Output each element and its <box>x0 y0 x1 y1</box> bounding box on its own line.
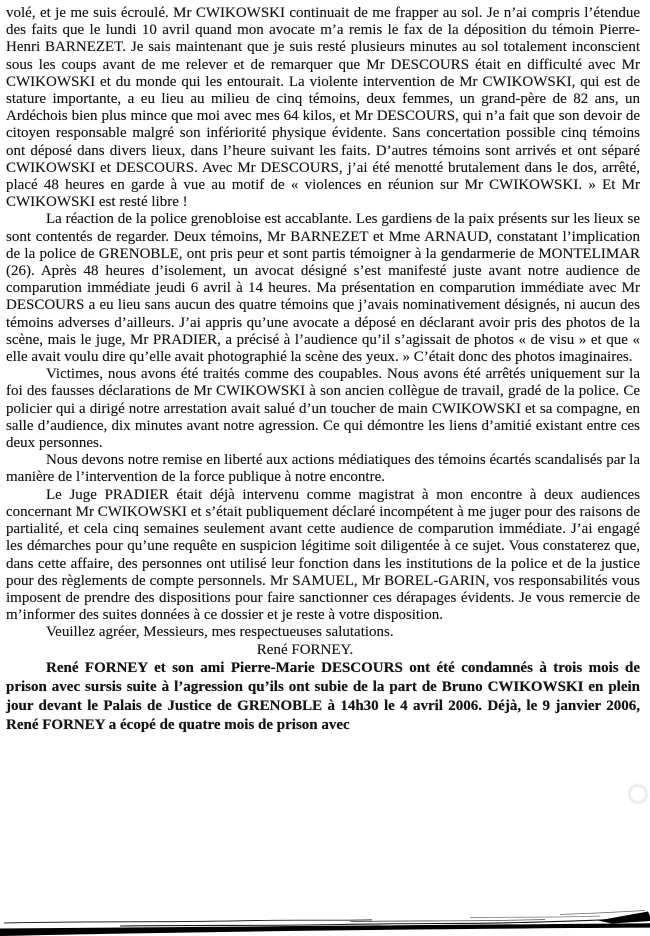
scan-edge-artifact <box>0 900 650 936</box>
letter-body <box>6 5 640 736</box>
signature-name: René FORNEY. <box>256 641 354 658</box>
letter-paragraph: La réaction de la police grenobloise est accablante. Les gardiens de la paix présents sur les lieux se sont contentés de regarder. Deux témoins, Mr BARNEZET et Mme ARNAUD, constatant l’implication de la police de GRENOBLE, ont pris peur et sont partis témoigner à la gendarmerie de MONTELIMAR (26). Après 48 heures d’isolement, un avocat désigné s’est manifesté juste avant notre audience de comparution immédiate jeudi 6 avril à 14 heures. Ma présentation en comparution immédiate avec Mr DESCOURS a eu lieu sans aucun des quatre témoins que j’avais nominativement désignés, ni aucun des témoins adverses d’ailleurs. J’ai appris qu’une avocate a déposé en déclarant avoir pris des photos de la scène, mais le juge, Mr PRADIER, a précisé à l’audience qu’il s’agissait de photos « de visu » et que « elle avait voulu dire qu’elle avait photographié la scène des yeux. » C’était donc des photos imaginaires. <box>6 211 640 366</box>
letter-paragraph: Victimes, nous avons été traités comme des coupables. Nous avons été arrêtés uniquement sur la foi des fausses déclarations de Mr CWIKOWSKI à son ancien collègue de travail, gradé de la police. Ce policier qui a dirigé notre arrestation avait salué d’un toucher de main CWIKOWSKI et sa compagne, en salle d’audience, dix minutes avant notre agression. Ce qui démontre les liens d’amitié existant entre ces deux personnes. <box>6 366 640 452</box>
letter-paragraph: Le Juge PRADIER était déjà intervenu comme magistrat à mon encontre à deux audiences concernant Mr CWIKOWSKI et s’était publiquement déclaré incompétent à me juger pour des raisons de partialité, et cela cinq semaines seulement avant cette audience de comparution immédiate. J’ai engagé les démarches pour qu’une requête en suspicion légitime soit diligentée à ce sujet. Vous constaterez que, dans cette affaire, des personnes ont utilisé leur fonction dans les institutions de la police et de la justice pour des règlements de compte personnels. Mr SAMUEL, Mr BOREL-GARIN, vos responsabilités vous imposent de prendre des dispositions pour faire sanctionner ces dérapages évidents. Je vous remercie de m’informer des suites données à ce dossier et je reste à votre disposition. <box>6 486 640 624</box>
letter-paragraph: volé, et je me suis écroulé. Mr CWIKOWSKI continuait de me frapper au sol. Je n’ai compris l’étendue des faits que le lundi 10 avril quand mon avocate m’a remis le fax de la déposition du témoin Pierre-Henri BARNEZET. Je sais maintenant que je suis resté plusieurs minutes au sol totalement inconscient sous les coups avant de me relever et de remarquer que Mr DESCOURS était en difficulté avec Mr CWIKOWSKI et du monde qui les entourait. La violente intervention de Mr CWIKOWSKI, qui est de stature importante, a eu lieu au milieu de cinq témoins, deux femmes, un grand-père de 82 ans, un Ardéchois bien plus mince que moi avec mes 64 kilos, et Mr DESCOURS, qui n’a fait que son devoir de citoyen responsable malgré son infériorité physique évidente. Sans concertation possible cinq témoins ont déposé dans divers lieux, dans l’heure suivant les faits. D’autres témoins sont arrivés et ont séparé CWIKOWSKI et DESCOURS. Avec Mr DESCOURS, j’ai été menotté brutalement dans le dos, arrêté, placé 48 heures en garde à vue au motif de « violences en réunion sur Mr CWIKOWSKI. » Et Mr CWIKOWSKI est resté libre ! <box>6 5 640 211</box>
postscript-paragraph: René FORNEY et son ami Pierre-Marie DESCOURS ont été condamnés à trois mois de prison avec sursis suite à l’agression qu’ils ont subie de la part de Bruno CWIKOWSKI en plein jour devant le Palais de Justice de GRENOBLE à 14h30 le 4 avril 2006. Déjà, le 9 janvier 2006, René FORNEY a écopé de quatre mois de prison avec <box>6 659 640 734</box>
scan-smudge-artifact <box>626 782 650 806</box>
letter-closing-formula: Veuillez agréer, Messieurs, mes respectueuses salutations. <box>46 624 394 641</box>
letter-paragraph: Nous devons notre remise en liberté aux actions médiatiques des témoins écartés scandalisés par la manière de l’intervention de la force publique à notre encontre. <box>6 452 640 486</box>
